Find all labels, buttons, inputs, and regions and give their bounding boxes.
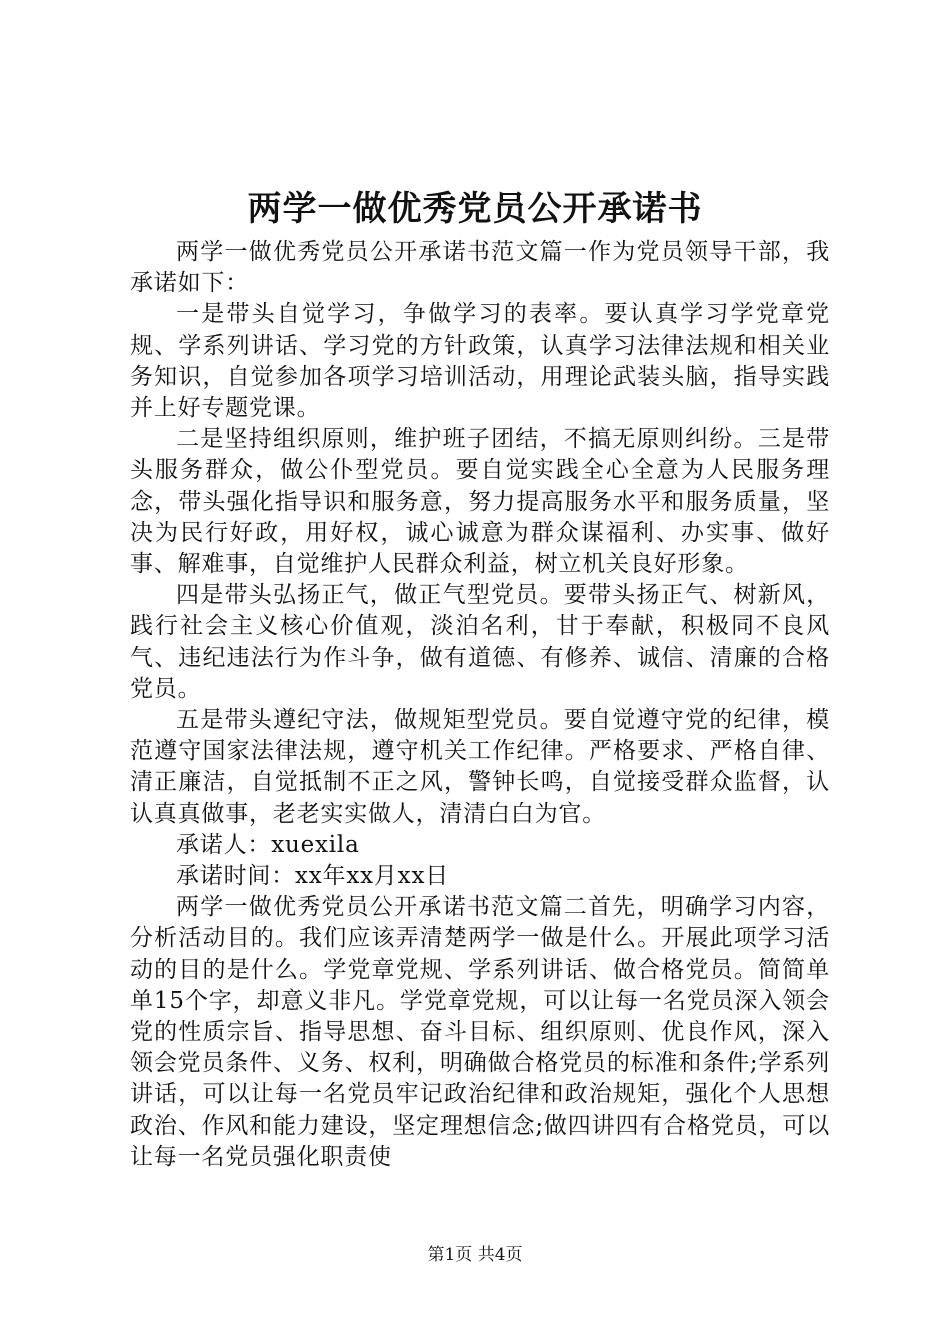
document-title: 两学一做优秀党员公开承诺书 xyxy=(247,189,703,229)
paragraph-intro: 两学一做优秀党员公开承诺书范文篇一作为党员领导干部，我承诺如下： xyxy=(130,239,830,297)
paragraph-commitment-4: 四是带头弘扬正气，做正气型党员。要带头扬正气、树新风，践行社会主义核心价值观，淡泊名利，甘于奉献，积极同不良风气、违纪违法行为作斗争，做有道德、有修养、诚信、清廉的合格党员。 xyxy=(130,582,830,702)
paragraph-commitment-5: 五是带头遵纪守法，做规矩型党员。要自觉遵守党的纪律，模范遵守国家法律法规，遵守机关工作纪律。严格要求、严格自律、清正廉洁，自觉抵制不正之风，警钟长鸣，自觉接受群众监督，认认真真做事，老老实实做人，清清白白为官。 xyxy=(130,707,830,827)
page-total: 共4页 xyxy=(477,1245,523,1265)
page-footer xyxy=(0,1244,950,1266)
paragraph-commitment-1: 一是带头自觉学习，争做学习的表率。要认真学习学党章党规、学系列讲话、学习党的方针政策，认真学习法律法规和相关业务知识，自觉参加各项学习培训活动，用理论武装头脑，指导实践并上好专题党课。 xyxy=(130,301,830,422)
paragraph-sample-2: 两学一做优秀党员公开承诺书范文篇二首先，明确学习内容，分析活动目的。我们应该弄清楚两学一做是什么。开展此项学习活动的目的是什么。学党章党规、学系列讲话、做合格党员。简简单单15个字，却意义非凡。学党章党规，可以让每一名党员深入领会党的性质宗旨、指导思想、奋斗目标、组织原则、优良作风，深入领会党员条件、义务、权利，明确做合格党员的标准和条件;学系列讲话，可以让每一名党员牢记政治纪律和政治规矩，强化个人思想政治、作风和能力建设，坚定理想信念;做四讲四有合格党员，可以让每一名党员强化职责使 xyxy=(130,894,830,1170)
signatory-line: 承诺人：xuexila xyxy=(176,831,360,858)
page-number: 第1页 xyxy=(427,1245,473,1265)
date-line: 承诺时间：xx年xx月xx日 xyxy=(176,863,450,890)
paragraph-commitment-2-3: 二是坚持组织原则，维护班子团结，不搞无原则纠纷。三是带头服务群众，做公仆型党员。要自觉实践全心全意为人民服务理念，带头强化指导识和服务意，努力提高服务水平和服务质量，坚决为民行好政，用好权，诚心诚意为群众谋福利、办实事、做好事、解难事，自觉维护人民群众利益，树立机关良好形象。 xyxy=(130,426,830,578)
document-body xyxy=(130,237,830,1173)
